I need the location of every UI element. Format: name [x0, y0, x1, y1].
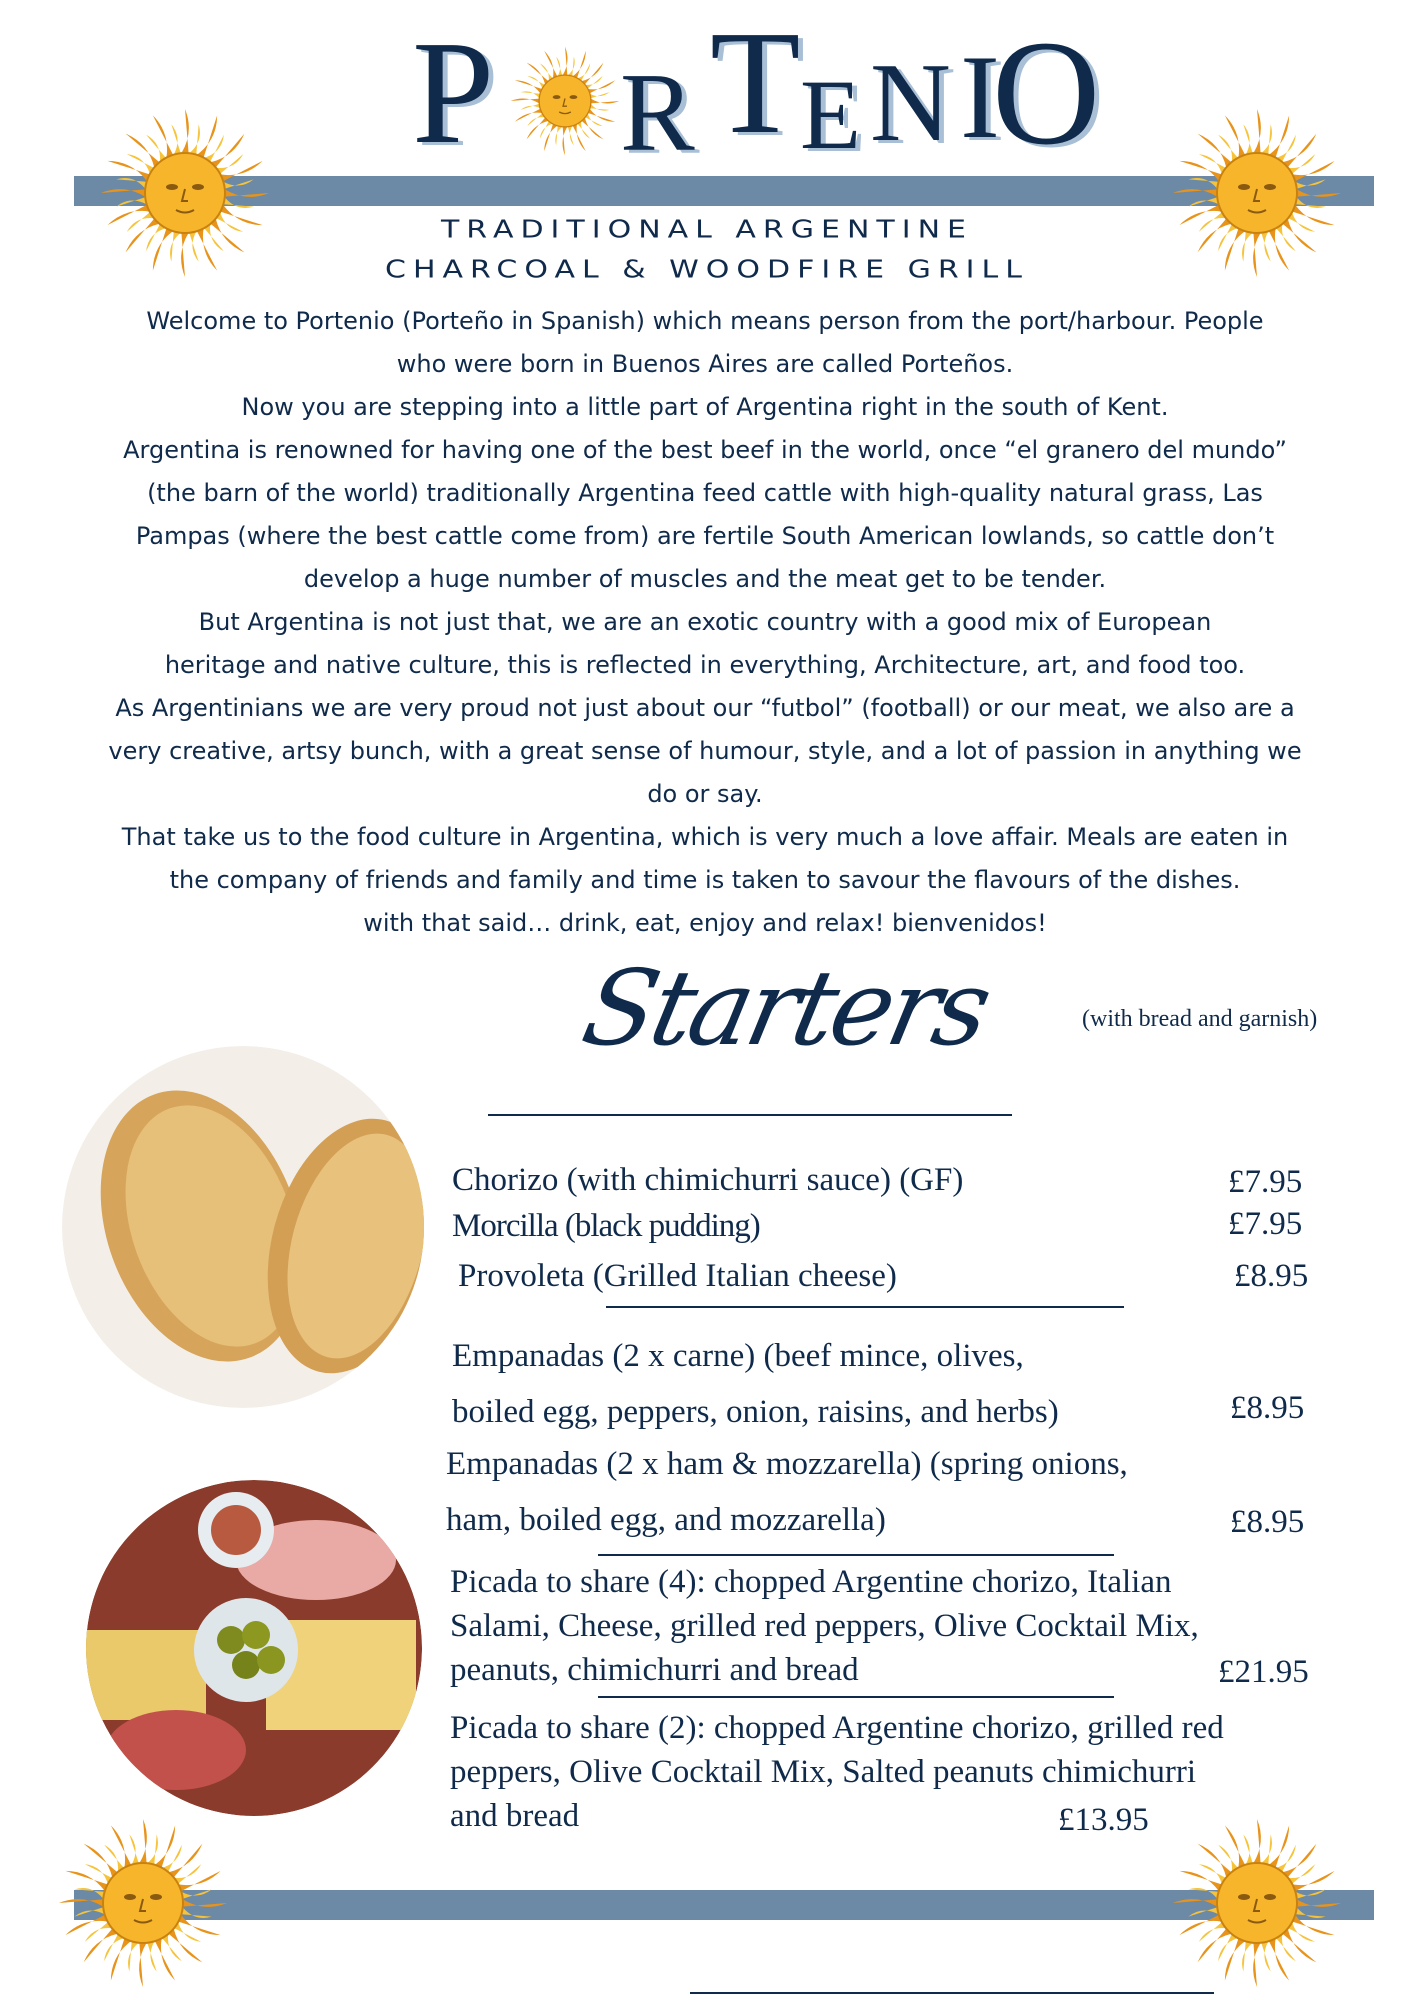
menu-item-name: Chorizo (with chimichurri sauce) (GF)	[452, 1162, 964, 1198]
restaurant-logo	[380, 1, 1101, 176]
divider	[598, 1696, 1114, 1698]
logo-letter: N	[870, 41, 951, 165]
sun-icon	[100, 108, 270, 278]
sun-icon	[58, 1818, 228, 1988]
intro-paragraph: As Argentinians we are very proud not just about our “futbol” (football) or our meat, we also are a very creative, artsy bunch, with a great sense of humour, style, and a lot of passion in anything we do or say.	[108, 694, 1302, 808]
divider	[598, 1554, 1114, 1556]
menu-item-name: Picada to share (2): chopped Argentine chorizo, grilled red	[450, 1710, 1224, 1746]
menu-item-name: Empanadas (2 x carne) (beef mince, olives,	[452, 1338, 1024, 1374]
empanadas-photo	[62, 1046, 424, 1408]
menu-item-price: £13.95	[1058, 1802, 1149, 1838]
divider	[488, 1114, 1012, 1116]
intro-text	[90, 300, 1320, 945]
sun-icon	[510, 46, 620, 156]
logo-letter: P	[412, 11, 495, 175]
logo-letter: I	[960, 30, 1000, 163]
intro-paragraph: That take us to the food culture in Argentina, which is very much a love affair. Meals are eaten in the company of friends and family and time is taken to savour the flavours of the dishes.	[121, 823, 1289, 894]
menu-item-price: £8.95	[1230, 1390, 1305, 1426]
logo-letter: R	[620, 51, 695, 175]
menu-item-name: Salami, Cheese, grilled red peppers, Olive Cocktail Mix,	[450, 1608, 1199, 1644]
sun-icon	[1172, 1818, 1342, 1988]
menu-item-name: peanuts, chimichurri and bread	[450, 1652, 859, 1688]
menu-item-price: £8.95	[1234, 1258, 1309, 1294]
intro-paragraph: Now you are stepping into a little part of Argentina right in the south of Kent.	[241, 393, 1169, 421]
menu-item-name: ham, boiled egg, and mozzarella)	[446, 1502, 886, 1538]
logo-letter: E	[800, 59, 862, 170]
menu-item-name: Morcilla (black pudding)	[452, 1208, 760, 1244]
section-title: Starters	[573, 947, 999, 1069]
logo-letter: O	[992, 10, 1101, 176]
menu-item-price: £8.95	[1230, 1504, 1305, 1540]
menu-item-name: Empanadas (2 x ham & mozzarella) (spring onions,	[446, 1446, 1128, 1482]
picada-photo	[86, 1480, 422, 1816]
menu-item-price: £7.95	[1228, 1206, 1303, 1242]
sun-icon	[1172, 108, 1342, 278]
logo-letter: T	[710, 1, 801, 165]
menu-item-price: £7.95	[1228, 1164, 1303, 1200]
intro-paragraph: Welcome to Portenio (Porteño in Spanish) which means person from the port/harbour. People who were born in Buenos Aires are called Porteños.	[146, 307, 1264, 378]
menu-item-name: boiled egg, peppers, onion, raisins, and herbs)	[452, 1394, 1059, 1430]
menu-item-name: Provoleta (Grilled Italian cheese)	[458, 1258, 897, 1294]
menu-item-name: Picada to share (4): chopped Argentine chorizo, Italian	[450, 1564, 1172, 1600]
menu-item-name: and bread	[450, 1798, 580, 1834]
intro-paragraph: Argentina is renowned for having one of the best beef in the world, once “el granero del mundo” (the barn of the world) traditionally Argentina feed cattle with high-quality natural grass, Las Pampas (where the best cattle come from) are fertile South American lowlands, so cattle don’t develop a huge number of muscles and the meat get to be tender.	[123, 436, 1287, 593]
divider	[606, 1306, 1124, 1308]
intro-paragraph: with that said… drink, eat, enjoy and relax! bienvenidos!	[363, 909, 1047, 937]
subtitle-line-2: CHARCOAL & WOODFIRE GRILL	[385, 255, 1029, 284]
menu-item-price: £21.95	[1218, 1654, 1309, 1690]
intro-paragraph: But Argentina is not just that, we are an exotic country with a good mix of European heritage and native culture, this is reflected in everything, Architecture, art, and food too.	[164, 608, 1246, 679]
menu-item-name: peppers, Olive Cocktail Mix, Salted peanuts chimichurri	[450, 1754, 1196, 1790]
divider	[690, 1992, 1214, 1994]
subtitle-line-1: TRADITIONAL ARGENTINE	[440, 215, 973, 244]
section-note: (with bread and garnish)	[1082, 1006, 1318, 1032]
